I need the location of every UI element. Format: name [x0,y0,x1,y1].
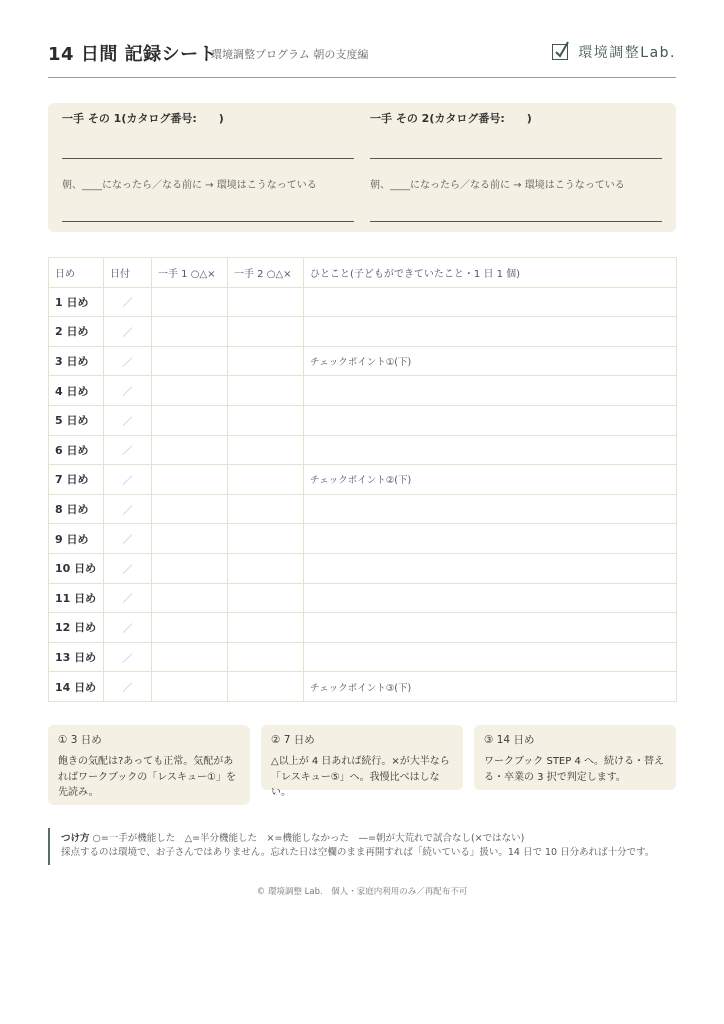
setup-item-1 [62,103,354,232]
step2-mark-cell[interactable] [228,524,304,554]
table-row [49,435,677,465]
date-cell[interactable]: ／ [104,642,152,672]
memo-cell[interactable] [304,287,677,317]
setup-item-heading: 一手 その 2(カタログ番号: ) [370,112,532,125]
step2-mark-cell[interactable] [228,376,304,406]
table-row [49,287,677,317]
notes-legend: ○=一手が機能した △=半分機能した ×=機能しなかった —=朝が大荒れで試合なし(×ではない) [92,833,525,844]
col-header-step1: 一手 1 ○△× [152,258,228,288]
memo-cell[interactable]: チェックポイント③(下) [304,672,677,702]
table-row [49,672,677,702]
table-row [49,524,677,554]
step1-mark-cell[interactable] [152,553,228,583]
notes-body: 採点するのは環境で、お子さんではありません。忘れた日は空欄のまま再開すれば「続いている」扱い。14 日で 10 日分あれば十分です。 [61,847,655,859]
step1-mark-cell[interactable] [152,287,228,317]
setup-item-heading: 一手 その 1(カタログ番号: ) [62,112,224,125]
checkpoint-card-2 [261,725,463,798]
step1-mark-cell[interactable] [152,405,228,435]
table-row [49,376,677,406]
checkpoint-heading: ② 7 日め [271,734,315,746]
page-subtitle: 環境調整プログラム 朝の支度編 [211,48,369,61]
step2-mark-cell[interactable] [228,613,304,643]
col-header-memo: ひとこと(子どもができていたこと・1 日 1 個) [304,258,677,288]
checkpoint-cards [48,725,676,805]
memo-cell[interactable] [304,376,677,406]
date-cell[interactable]: ／ [104,405,152,435]
day-cell: 3 日め [49,346,104,376]
brand-logo [552,42,676,62]
write-in-line[interactable] [62,221,354,222]
step2-mark-cell[interactable] [228,405,304,435]
instructions-note [48,828,676,865]
date-cell[interactable]: ／ [104,672,152,702]
step1-mark-cell[interactable] [152,465,228,495]
table-row [49,553,677,583]
day-cell: 14 日め [49,672,104,702]
day-cell: 12 日め [49,613,104,643]
write-in-line[interactable] [370,221,662,222]
date-cell[interactable]: ／ [104,346,152,376]
memo-cell[interactable] [304,494,677,524]
step2-mark-cell[interactable] [228,317,304,347]
day-cell: 11 日め [49,583,104,613]
write-in-line[interactable] [370,158,662,159]
table-row [49,465,677,495]
step2-mark-cell[interactable] [228,435,304,465]
step1-mark-cell[interactable] [152,524,228,554]
step2-mark-cell[interactable] [228,672,304,702]
table-row [49,346,677,376]
page-title: 14 日間 記録シート [48,44,218,65]
day-cell: 9 日め [49,524,104,554]
day-cell: 13 日め [49,642,104,672]
setup-item-condition: 朝、____になったら／なる前に → 環境はこうなっている [62,180,317,191]
checkpoint-body: ワークブック STEP 4 へ。続ける・替える・卒業の 3 択で判定します。 [484,756,665,783]
step2-mark-cell[interactable] [228,494,304,524]
checkpoint-heading: ① 3 日め [58,734,102,746]
table-row [49,494,677,524]
table-row [49,642,677,672]
notes-legend-line [61,832,676,846]
memo-cell[interactable] [304,435,677,465]
col-header-day: 日め [49,258,104,288]
checkpoint-heading: ③ 14 日め [484,734,535,746]
col-header-step2: 一手 2 ○△× [228,258,304,288]
table-row [49,583,677,613]
memo-cell[interactable] [304,583,677,613]
page-header [48,38,676,78]
checkpoint-body: 飽きの気配は?あっても正常。気配があればワークブックの「レスキュー①」を先読み。 [58,756,236,798]
brand-name: 環境調整Lab. [578,45,676,61]
step1-mark-cell[interactable] [152,346,228,376]
table-row [49,613,677,643]
day-cell: 5 日め [49,405,104,435]
step1-mark-cell[interactable] [152,672,228,702]
setup-item-2 [370,103,662,232]
memo-cell[interactable]: チェックポイント①(下) [304,346,677,376]
log-body [49,287,677,701]
checkpoint-card-1 [48,725,250,805]
check-box-icon [552,44,568,60]
day-cell: 2 日め [49,317,104,347]
setup-panel [48,103,676,232]
memo-cell[interactable]: チェックポイント②(下) [304,465,677,495]
date-cell[interactable]: ／ [104,583,152,613]
col-header-date: 日付 [104,258,152,288]
step2-mark-cell[interactable] [228,287,304,317]
log-table [48,257,677,702]
page-footer: © 環境調整 Lab. 個人・家庭内利用のみ／再配布不可 [256,887,468,897]
checkpoint-body: △以上が 4 日あれば続行。×が大半なら「レスキュー⑤」へ。我慢比べはしない。 [271,756,450,798]
date-cell[interactable]: ／ [104,524,152,554]
step1-mark-cell[interactable] [152,583,228,613]
date-cell[interactable]: ／ [104,465,152,495]
step2-mark-cell[interactable] [228,583,304,613]
step1-mark-cell[interactable] [152,494,228,524]
day-cell: 6 日め [49,435,104,465]
day-cell: 8 日め [49,494,104,524]
step2-mark-cell[interactable] [228,465,304,495]
date-cell[interactable]: ／ [104,435,152,465]
notes-label: つけ方 [61,833,90,844]
memo-cell[interactable] [304,317,677,347]
memo-cell[interactable] [304,405,677,435]
checkpoint-card-3 [474,725,676,790]
date-cell[interactable]: ／ [104,376,152,406]
table-row [49,317,677,347]
date-cell[interactable]: ／ [104,553,152,583]
step2-mark-cell[interactable] [228,346,304,376]
memo-cell[interactable] [304,642,677,672]
table-row [49,405,677,435]
step2-mark-cell[interactable] [228,553,304,583]
write-in-line[interactable] [62,158,354,159]
date-cell[interactable]: ／ [104,494,152,524]
day-cell: 10 日め [49,553,104,583]
setup-item-condition: 朝、____になったら／なる前に → 環境はこうなっている [370,180,625,191]
memo-cell[interactable] [304,553,677,583]
step1-mark-cell[interactable] [152,435,228,465]
day-cell: 1 日め [49,287,104,317]
log-header-row [49,258,677,288]
step2-mark-cell[interactable] [228,642,304,672]
step1-mark-cell[interactable] [152,642,228,672]
step1-mark-cell[interactable] [152,317,228,347]
memo-cell[interactable] [304,524,677,554]
date-cell[interactable]: ／ [104,317,152,347]
date-cell[interactable]: ／ [104,613,152,643]
day-cell: 7 日め [49,465,104,495]
date-cell[interactable]: ／ [104,287,152,317]
step1-mark-cell[interactable] [152,613,228,643]
memo-cell[interactable] [304,613,677,643]
day-cell: 4 日め [49,376,104,406]
step1-mark-cell[interactable] [152,376,228,406]
